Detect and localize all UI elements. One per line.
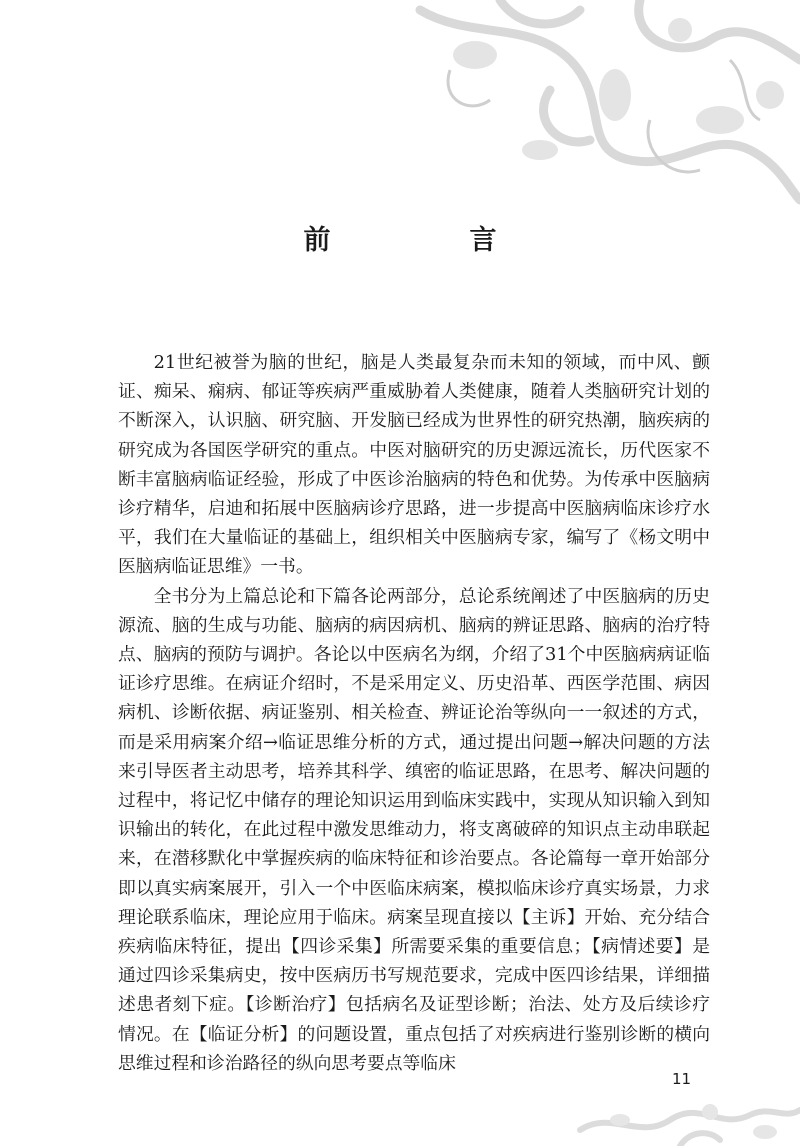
paragraph-2: 全书分为上篇总论和下篇各论两部分，总论系统阐述了中医脑病的历史源流、脑的生成与功能、脑病的病因病机、脑病的辨证思路、脑病的治疗特点、脑病的预防与调护。各论以中医病名为纲，介绍了31个中医脑病病证临证诊疗思维。在病证介绍时，不是采用定义、历史沿革、西医学范围、病因病机、诊断依据、病证鉴别、相关检查、辨证论治等纵向一一叙述的方式，而是采用病案介绍→临证思维分析的方式，通过提出问题→解决问题的方法来引导医者主动思考，培养其科学、缜密的临证思路，在思考、解决问题的过程中，将记忆中储存的理论知识运用到临床实践中，实现从知识输入到知识输出的转化，在此过程中激发思维动力，将支离破碎的知识点主动串联起来，在潜移默化中掌握疾病的临床特征和诊治要点。各论篇每一章开始部分即以真实病案展开，引入一个中医临床病案，模拟临床诊疗真实场景，力求理论联系临床，理论应用于临床。病案呈现直接以【主诉】开始、充分结合疾病临床特征，提出【四诊采集】所需要采集的重要信息；【病情述要】是通过四诊采集病史，按中医病历书写规范要求，完成中医四诊结果，详细描述患者刻下症。【诊断治疗】包括病名及证型诊断；治法、处方及后续诊疗情况。在【临证分析】的问题设置，重点包括了对疾病进行鉴别诊断的横向思维过程和诊治路径的纵向思考要点等临床 <box>118 585 710 1074</box>
decorative-corner-ornament <box>560 1080 800 1146</box>
decorative-scroll-ornament <box>380 0 800 210</box>
paragraph-1: 21世纪被誉为脑的世纪，脑是人类最复杂而未知的领域，而中风、颤证、痴呆、痫病、郁证等疾病严重威胁着人类健康，随着人类脑研究计划的不断深入，认识脑、研究脑、开发脑已经成为世界性的研究热潮，脑疾病的研究成为各国医学研究的重点。中医对脑研究的历史源远流长，历代医家不断丰富脑病临证经验，形成了中医诊治脑病的特色和优势。为传承中医脑病诊疗精华，启迪和拓展中医脑病诊疗思路，进一步提高中医脑病临床诊疗水平，我们在大量临证的基础上，组织相关中医脑病专家，编写了《杨文明中医脑病临证思维》一书。 <box>118 352 710 578</box>
page-title: 前 言 <box>303 225 553 256</box>
page-number: 11 <box>672 1070 692 1088</box>
preface-body <box>118 348 710 1078</box>
